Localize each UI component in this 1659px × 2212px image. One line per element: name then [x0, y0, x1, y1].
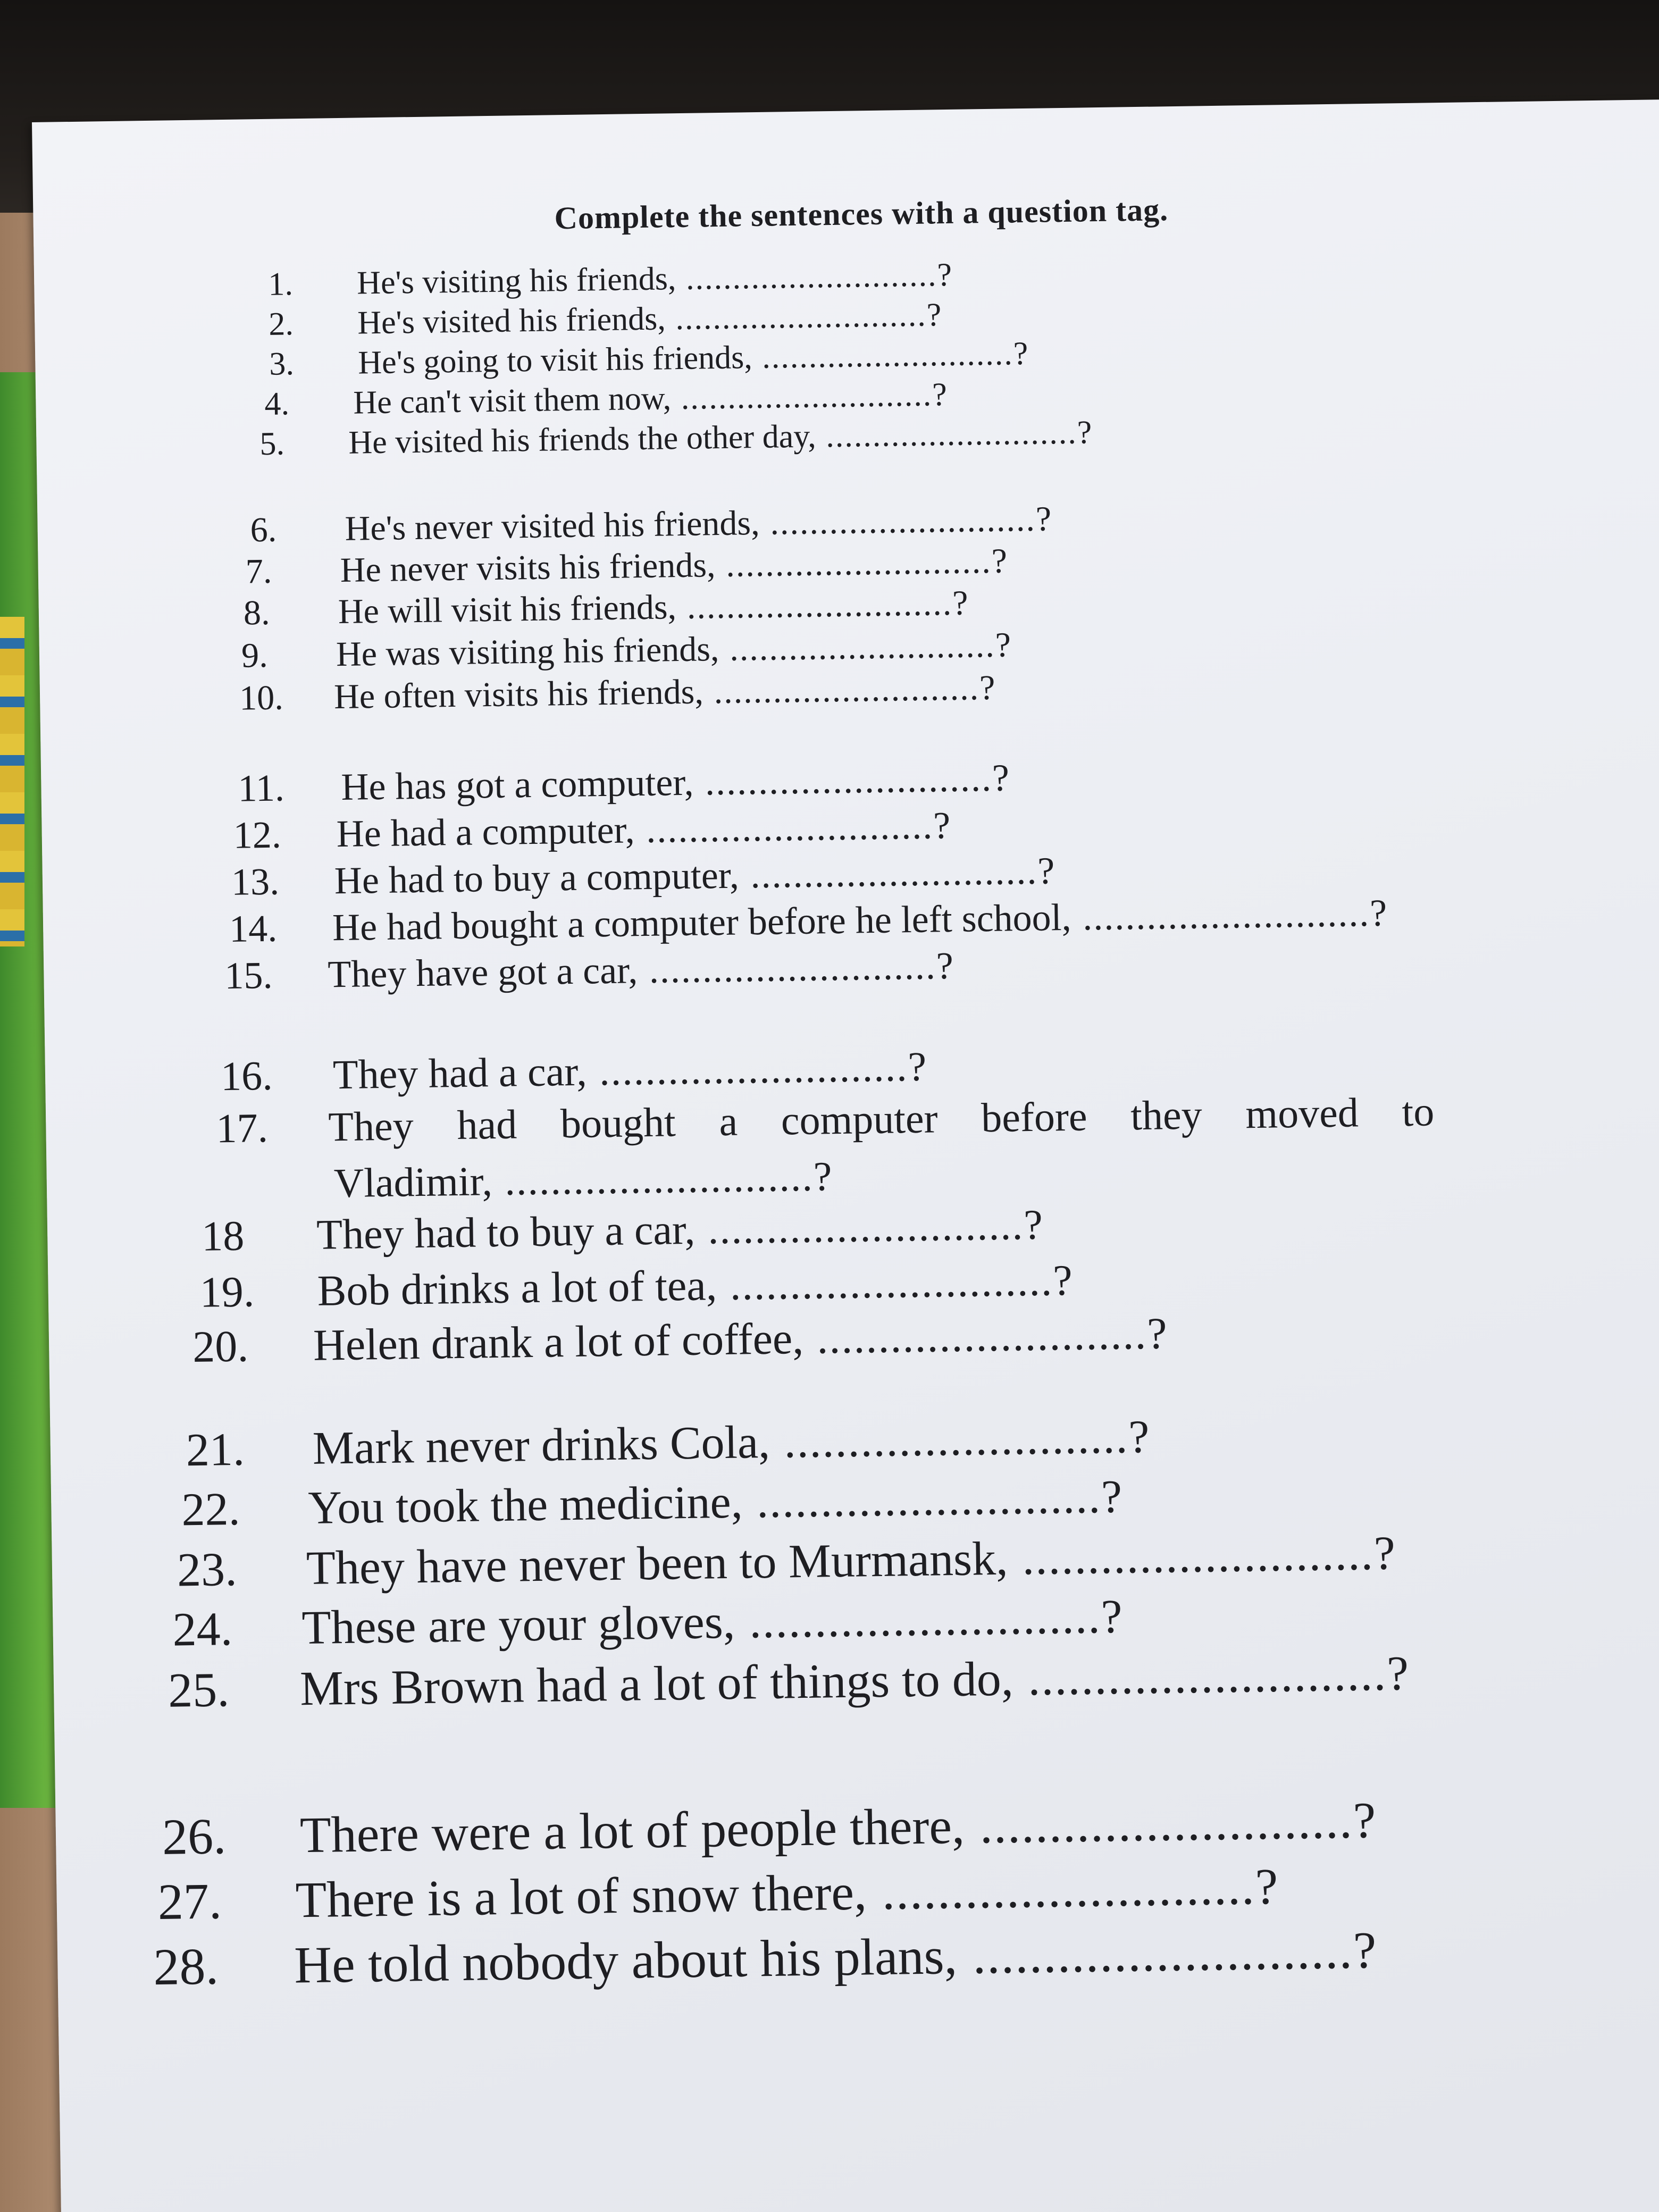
answer-blank[interactable]: ........................... [750, 849, 1038, 896]
answer-blank[interactable]: ........................... [1021, 1527, 1375, 1585]
question-sentence: He visited his friends the other day, [348, 418, 817, 461]
answer-blank[interactable]: ........................... [979, 1791, 1354, 1854]
answer-blank[interactable]: ........................... [599, 1043, 909, 1094]
question-item [157, 1857, 1279, 1931]
question-mark: ? [907, 1043, 927, 1090]
question-number: 18 [201, 1212, 245, 1260]
answer-blank[interactable]: ........................... [729, 625, 996, 668]
question-number: 8. [243, 593, 270, 633]
continuation-text: Vladimir, [333, 1158, 493, 1206]
answer-blank[interactable]: ........................... [881, 1858, 1256, 1920]
question-item [192, 1311, 1168, 1370]
question-item [243, 583, 969, 633]
question-item [239, 668, 995, 718]
question-item [259, 414, 1092, 463]
answer-blank[interactable]: ........................... [1082, 892, 1370, 939]
question-sentence: He's visiting his friends, [356, 261, 676, 301]
answer-blank[interactable]: ........................... [725, 541, 992, 584]
question-sentence: There were a lot of people there, [299, 1797, 965, 1864]
question-mark: ? [1369, 891, 1387, 935]
question-mark: ? [1077, 414, 1092, 451]
question-number: 7. [245, 551, 272, 591]
question-mark: ? [932, 376, 948, 413]
answer-blank[interactable]: ........................... [649, 944, 937, 991]
question-sentence: There is a lot of snow there, [295, 1863, 867, 1929]
question-mark: ? [1013, 335, 1028, 372]
question-number: 12. [233, 813, 282, 857]
question-sentence: He had bought a computer before he left school, [332, 895, 1072, 949]
question-mark: ? [1035, 499, 1052, 539]
answer-blank[interactable]: ........................... [686, 583, 953, 626]
question-mark: ? [933, 804, 951, 847]
answer-blank[interactable]: ........................... [783, 1411, 1129, 1468]
answer-blank[interactable]: ........................... [825, 414, 1078, 455]
question-sentence: He's never visited his friends, [345, 503, 760, 548]
question-item [215, 1088, 1435, 1152]
question-sentence: He's going to visit his friends, [357, 339, 753, 381]
question-mark: ? [936, 256, 952, 294]
question-number: 26. [162, 1807, 227, 1865]
question-item [250, 501, 1051, 548]
question-number: 23. [177, 1543, 238, 1597]
question-item [269, 337, 1028, 381]
question-sentence: He never visits his friends, [340, 546, 716, 590]
question-item [264, 378, 947, 421]
question-number: 1. [267, 266, 294, 303]
book-cover-art [0, 617, 24, 946]
question-mark: ? [1373, 1527, 1396, 1580]
answer-blank[interactable]: ........................... [761, 336, 1014, 375]
question-sentence: He had a computer, [336, 808, 635, 856]
question-item [201, 1201, 1043, 1260]
question-mark: ? [813, 1153, 832, 1200]
question-number: 27. [157, 1872, 222, 1931]
question-item [245, 543, 1007, 589]
worksheet-paper [32, 99, 1659, 2212]
question-item [220, 1043, 927, 1100]
question-item [241, 627, 1011, 673]
question-number: 6. [250, 510, 277, 550]
question-number: 21. [186, 1423, 245, 1477]
question-number: 28. [153, 1938, 219, 1997]
answer-blank[interactable]: ........................... [769, 499, 1036, 542]
question-continuation [333, 1152, 832, 1207]
question-mark: ? [952, 583, 969, 623]
question-sentence: He can't visit them now, [353, 380, 672, 421]
question-sentence: He will visit his friends, [338, 588, 677, 632]
question-number: 14. [229, 907, 278, 950]
question-number: 22. [181, 1483, 241, 1536]
question-mark: ? [1353, 1922, 1377, 1980]
question-number: 4. [264, 386, 290, 422]
answer-blank[interactable]: ........................... [707, 1202, 1024, 1253]
question-sentence: He was visiting his friends, [336, 630, 719, 674]
question-sentence: He's visited his friends, [357, 300, 666, 341]
question-mark: ? [1386, 1646, 1409, 1700]
question-number: 10. [239, 678, 284, 718]
answer-blank[interactable]: ........................... [681, 376, 933, 417]
answer-blank[interactable]: ........................... [730, 1256, 1053, 1309]
question-number: 16. [220, 1052, 273, 1100]
question-item [233, 804, 951, 857]
question-item [229, 891, 1387, 950]
question-number: 17. [215, 1104, 269, 1152]
question-sentence: You took the medicine, [307, 1476, 743, 1534]
question-item [168, 1648, 1409, 1715]
question-sentence: He often visits his friends, [333, 672, 704, 717]
question-sentence: They have never been to Murmansk, [306, 1532, 1009, 1595]
question-item [268, 258, 952, 301]
question-number: 15. [224, 953, 273, 998]
question-sentence: Helen drank a lot of coffee, [313, 1313, 804, 1370]
question-item [237, 756, 1010, 810]
answer-blank[interactable]: ........................... [504, 1153, 814, 1204]
question-mark: ? [936, 944, 954, 987]
question-mark: ? [926, 297, 942, 333]
question-item [162, 1791, 1376, 1865]
worksheet-title: Complete the sentences with a question tag. [554, 192, 1169, 236]
question-sentence: He told nobody about his plans, [294, 1928, 958, 1995]
question-sentence: Mrs Brown had a lot of things to do, [299, 1651, 1014, 1716]
question-mark: ? [1037, 849, 1055, 892]
question-item [186, 1411, 1150, 1477]
question-item [177, 1527, 1396, 1597]
question-item [199, 1255, 1073, 1317]
question-item [153, 1922, 1377, 1997]
question-number: 13. [231, 860, 280, 903]
question-mark: ? [1254, 1857, 1279, 1915]
answer-blank[interactable]: ........................... [972, 1922, 1354, 1985]
question-number: 24. [172, 1603, 233, 1656]
answer-blank[interactable]: ........................... [705, 756, 993, 803]
answer-blank[interactable]: ........................... [675, 297, 927, 337]
question-number: 25. [167, 1662, 230, 1717]
question-mark: ? [1352, 1791, 1376, 1849]
question-sentence: They had to buy a car, [316, 1206, 696, 1259]
question-sentence: They have got a car, [327, 949, 638, 996]
question-number: 9. [241, 635, 269, 675]
question-mark: ? [1146, 1309, 1168, 1359]
question-sentence: He had to buy a computer, [334, 853, 740, 902]
question-sentence: These are your gloves, [301, 1595, 735, 1655]
question-number: 20. [192, 1321, 249, 1372]
question-mark: ? [1023, 1201, 1043, 1249]
question-item [269, 298, 942, 341]
answer-blank[interactable]: ........................... [1027, 1646, 1387, 1706]
question-sentence: They had a car, [332, 1048, 588, 1098]
question-item [231, 851, 1054, 901]
question-sentence: They had bought a computer before they moved to [328, 1088, 1435, 1150]
question-mark: ? [1101, 1471, 1122, 1523]
question-sentence: He has got a computer, [340, 760, 694, 808]
question-sentence: Bob drinks a lot of tea, [317, 1261, 717, 1315]
question-mark: ? [1128, 1411, 1150, 1463]
question-mark: ? [995, 625, 1011, 665]
question-number: 3. [269, 346, 295, 382]
answer-blank[interactable]: ........................... [646, 804, 934, 851]
question-number: 11. [237, 766, 285, 810]
answer-blank[interactable]: ........................... [816, 1309, 1147, 1363]
answer-blank[interactable]: ........................... [685, 257, 937, 297]
question-number: 5. [259, 425, 285, 463]
question-item [224, 944, 954, 998]
question-sentence: Mark never drinks Cola, [312, 1416, 770, 1474]
question-number: 19. [199, 1267, 255, 1317]
question-mark: ? [992, 756, 1010, 799]
answer-blank[interactable]: ........................... [756, 1471, 1102, 1528]
answer-blank[interactable]: ........................... [714, 668, 980, 711]
question-number: 2. [268, 306, 294, 342]
question-item [172, 1590, 1123, 1656]
question-mark: ? [979, 668, 995, 708]
answer-blank[interactable]: ........................... [749, 1590, 1102, 1648]
question-mark: ? [1052, 1255, 1073, 1305]
question-mark: ? [1100, 1590, 1123, 1644]
question-item [181, 1471, 1122, 1536]
question-mark: ? [991, 541, 1008, 581]
